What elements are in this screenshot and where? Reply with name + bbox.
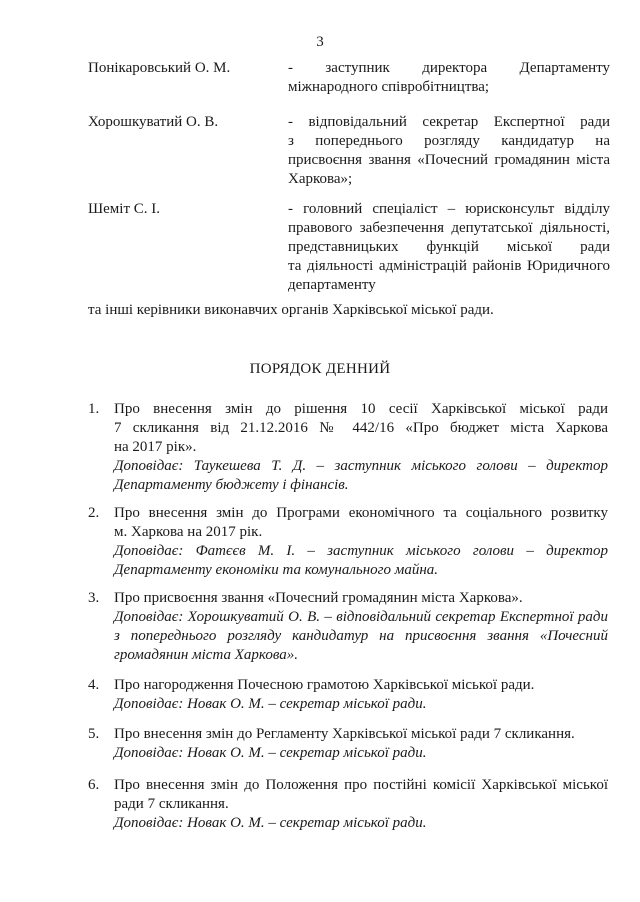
- agenda-item-title-line: Про присвоєння звання «Почесний громадянин міста Харкова».: [114, 590, 523, 606]
- agenda-item-speaker-line: Доповідає: Фатєєв М. І. – заступник міського голови – директор: [114, 543, 608, 559]
- attendee-role: [288, 200, 610, 295]
- agenda-item-number: 5.: [88, 726, 100, 742]
- role-line: - заступник директора Департаменту: [288, 60, 610, 76]
- attendee-name: Понікаровський О. М.: [88, 60, 231, 76]
- attendee-name: Шеміт С. І.: [88, 201, 161, 217]
- role-line: міжнародного співробітництва;: [288, 79, 490, 95]
- agenda-item-number: 1.: [88, 401, 100, 417]
- agenda-item-title-line: 7 скликання від 21.12.2016 № 442/16 «Про бюджет міста Харкова: [114, 420, 608, 436]
- agenda-item-speaker-line: Доповідає: Новак О. М. – секретар міської ради.: [114, 745, 427, 761]
- role-line: представницьких функцій міської ради: [288, 239, 610, 255]
- role-line: та діяльності адміністрацій районів Юридичного: [288, 258, 610, 274]
- agenda-item-speaker-line: Департаменту бюджету і фінансів.: [114, 477, 349, 493]
- role-line: - відповідальний секретар Експертної ради: [288, 114, 610, 130]
- agenda-item-speaker-line: Доповідає: Новак О. М. – секретар міської ради.: [114, 815, 427, 831]
- role-line: з попереднього розгляду кандидатур на: [288, 133, 610, 149]
- agenda-item-title-line: Про нагородження Почесною грамотою Харківської міської ради.: [114, 677, 535, 693]
- role-line: правового забезпечення депутатської діяльності,: [288, 220, 610, 236]
- role-line: - головний спеціаліст – юрисконсульт відділу: [288, 201, 610, 217]
- agenda-item-title-line: Про внесення змін до Регламенту Харківської міської ради 7 скликання.: [114, 726, 575, 742]
- agenda-item-number: 4.: [88, 677, 100, 693]
- agenda-heading: ПОРЯДОК ДЕННИЙ: [249, 361, 391, 377]
- agenda-item-title-line: м. Харкова на 2017 рік.: [114, 524, 263, 540]
- agenda-item-speaker-line: громадянин міста Харкова».: [114, 647, 298, 663]
- agenda-item-title-line: на 2017 рік».: [114, 439, 197, 455]
- agenda-item-title-line: Про внесення змін до рішення 10 сесії Харківської міської ради: [114, 401, 608, 417]
- role-line: Харкова»;: [288, 171, 353, 187]
- attendee-role: [288, 59, 610, 97]
- agenda-item-number: 3.: [88, 590, 100, 606]
- attendee-role: [288, 113, 610, 189]
- others-line: та інші керівники виконавчих органів Харківської міської ради.: [88, 302, 494, 318]
- role-line: присвоєння звання «Почесний громадянин міста: [288, 152, 610, 168]
- agenda-item-speaker-line: Доповідає: Хорошкуватий О. В. – відповідальний секретар Експертної ради: [114, 609, 608, 625]
- agenda-item-speaker-line: Доповідає: Новак О. М. – секретар міської ради.: [114, 696, 427, 712]
- attendee-name: Хорошкуватий О. В.: [88, 114, 219, 130]
- agenda-item-title-line: Про внесення змін до Положення про постійні комісії Харківської міської: [114, 777, 608, 793]
- agenda-item-speaker-line: Департаменту економіки та комунального майна.: [114, 562, 439, 578]
- role-line: департаменту: [288, 277, 376, 293]
- agenda-item-number: 2.: [88, 505, 100, 521]
- agenda-item-title-line: Про внесення змін до Програми економічного та соціального розвитку: [114, 505, 608, 521]
- agenda-item-title-line: ради 7 скликання.: [114, 796, 229, 812]
- page-number: 3: [316, 34, 324, 50]
- agenda-item-speaker-line: з попереднього розгляду кандидатур на присвоєння звання «Почесний: [114, 628, 608, 644]
- agenda-item-speaker-line: Доповідає: Таукешева Т. Д. – заступник міського голови – директор: [114, 458, 608, 474]
- agenda-item-number: 6.: [88, 777, 100, 793]
